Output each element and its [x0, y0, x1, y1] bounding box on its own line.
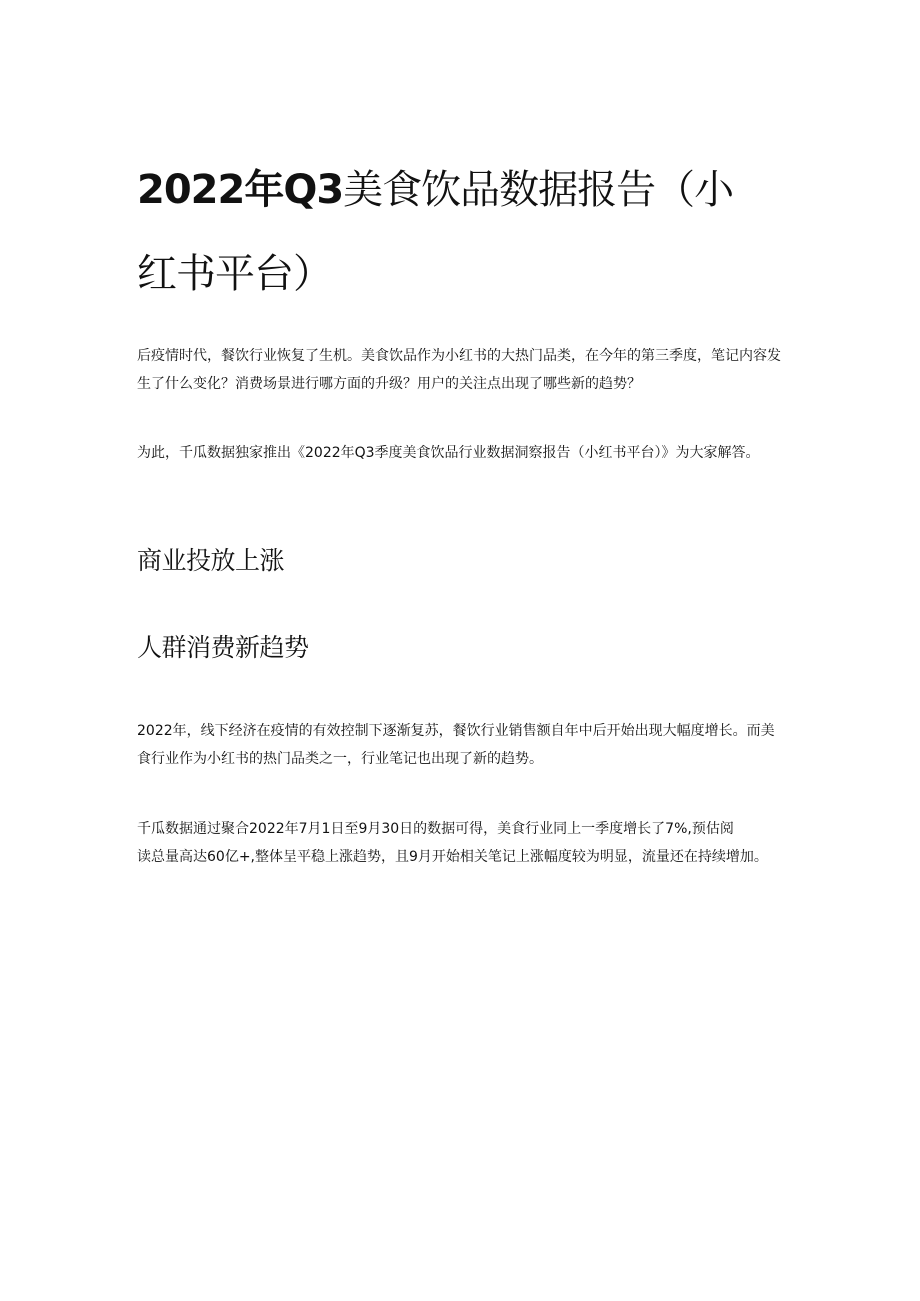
section-heading-business: 商业投放上涨 — [137, 546, 285, 575]
announce-paragraph — [137, 439, 783, 467]
title-year-quarter: 2022年Q3 — [137, 167, 344, 213]
intro-line-2: 生了什么变化？消费场景进行哪方面的升级？用户的关注点出现了哪些新的趋势？ — [137, 376, 641, 392]
intro-paragraph — [137, 342, 783, 398]
economy-line-1: 2022年，线下经济在疫情的有效控制下逐渐复苏，餐饮行业销售额自年中后开始出现大幅度增长。而美 — [137, 723, 775, 739]
economy-line-2: 食行业作为小红书的热门品类之一，行业笔记也出现了新的趋势。 — [137, 751, 543, 767]
growth-line-2: 读总量高达60亿+,整体呈平稳上涨趋势，且9月开始相关笔记上涨幅度较为明显，流量还在持续增加。 — [137, 849, 768, 865]
intro-line-1: 后疫情时代，餐饮行业恢复了生机。美食饮品作为小红书的大热门品类，在今年的第三季度，笔记内容发 — [137, 348, 781, 364]
title-topic: 美食饮品数据报告（小 — [343, 167, 734, 213]
title-line-1 — [137, 148, 783, 232]
document-title — [137, 148, 783, 316]
announce-line-1: 为此，千瓜数据独家推出《2022年Q3季度美食饮品行业数据洞察报告（小红书平台）》为大家解答。 — [137, 445, 760, 461]
growth-line-1: 千瓜数据通过聚合2022年7月1日至9月30日的数据可得，美食行业同上一季度增长了7%,预估阅 — [137, 821, 734, 837]
growth-paragraph — [137, 815, 783, 871]
section-heading-consumer-trends: 人群消费新趋势 — [137, 633, 309, 662]
economy-paragraph — [137, 717, 783, 773]
title-line-2: 红书平台） — [137, 251, 332, 297]
